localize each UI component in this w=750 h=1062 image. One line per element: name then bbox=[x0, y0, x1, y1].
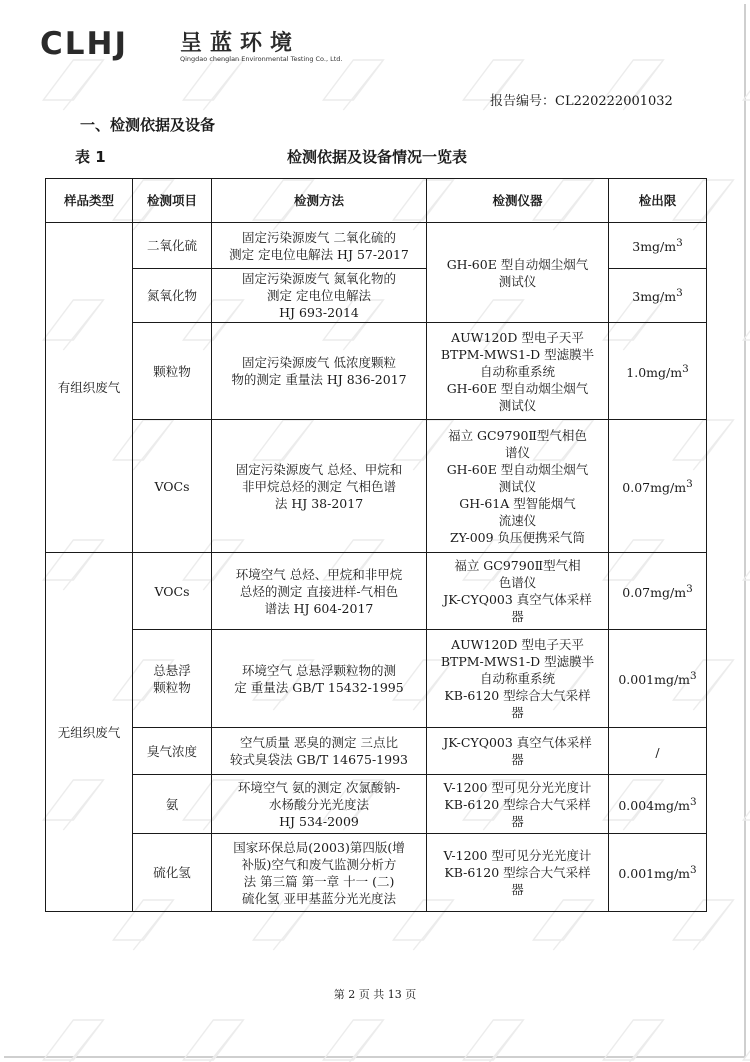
method-line: 固定污染源废气 二氧化硫的 bbox=[242, 229, 396, 245]
instrument-line: 自动称重系统 bbox=[479, 363, 555, 379]
method-line: 测定 定电位电解法 HJ 57-2017 bbox=[229, 246, 409, 262]
method-line: 法 HJ 38-2017 bbox=[274, 495, 364, 511]
table-header-row bbox=[46, 179, 707, 223]
limit-cell bbox=[609, 630, 707, 728]
limit-value: 0.07mg/m bbox=[622, 480, 687, 496]
instrument-line: ZY-009 负压便携采气筒 bbox=[449, 529, 586, 545]
method-line: HJ 693-2014 bbox=[279, 305, 359, 320]
limit-unit-sup: 3 bbox=[686, 477, 693, 490]
limit-cell bbox=[609, 420, 707, 553]
instrument-line: 器 bbox=[511, 752, 524, 767]
instrument-line: GH-61A 型智能烟气 bbox=[459, 495, 576, 511]
method-line: 谱法 HJ 604-2017 bbox=[264, 600, 374, 616]
method-line: 补版)空气和废气监测分析方 bbox=[241, 856, 397, 872]
limit-value: 3mg/m bbox=[632, 289, 677, 305]
limit-cell bbox=[609, 775, 707, 834]
item-cell: 颗粒物 bbox=[133, 323, 212, 420]
limit-unit-sup: 3 bbox=[690, 670, 697, 683]
method-line: 物的测定 重量法 HJ 836-2017 bbox=[231, 372, 407, 387]
instrument-cell bbox=[427, 553, 609, 630]
instrument-line: JK-CYQ003 真空气体采样 bbox=[443, 592, 592, 607]
header-limit: 检出限 bbox=[609, 179, 707, 223]
method-line: 定 重量法 GB/T 15432-1995 bbox=[234, 679, 404, 695]
method-line: 空气质量 恶臭的测定 三点比 bbox=[240, 735, 398, 750]
method-line: 国家环保总局(2003)第四版(增 bbox=[233, 839, 405, 855]
table-row bbox=[46, 775, 707, 834]
limit-value: 3mg/m bbox=[632, 239, 677, 255]
method-line: 水杨酸分光光度法 bbox=[268, 796, 369, 812]
instrument-line: 器 bbox=[511, 609, 524, 624]
company-logo: CLHJ bbox=[40, 26, 128, 62]
limit-value: / bbox=[655, 745, 660, 761]
limit-cell bbox=[609, 834, 707, 912]
method-cell bbox=[212, 728, 427, 775]
header-method: 检测方法 bbox=[212, 179, 427, 223]
instrument-line: 色谱仪 bbox=[498, 575, 537, 590]
limit-cell bbox=[609, 323, 707, 420]
instrument-line: AUW120D 型电子天平 bbox=[451, 637, 584, 652]
detection-table bbox=[45, 178, 707, 912]
method-cell bbox=[212, 630, 427, 728]
instrument-line: 谱仪 bbox=[504, 444, 530, 460]
instrument-line: 测试仪 bbox=[498, 273, 537, 289]
company-name-en: Qingdao chenglan Environmental Testing Co., Ltd. bbox=[180, 55, 343, 63]
method-line: 较式臭袋法 GB/T 14675-1993 bbox=[230, 752, 408, 767]
header-instrument: 检测仪器 bbox=[427, 179, 609, 223]
item-cell bbox=[133, 630, 212, 728]
instrument-cell bbox=[427, 728, 609, 775]
item-line: 颗粒物 bbox=[153, 679, 191, 695]
method-line: 固定污染源废气 总烃、甲烷和 bbox=[235, 461, 403, 477]
method-line: 环境空气 氨的测定 次氯酸钠- bbox=[237, 779, 401, 795]
limit-unit-sup: 3 bbox=[686, 582, 693, 595]
limit-value: 0.001mg/m bbox=[618, 672, 691, 688]
instrument-cell bbox=[427, 630, 609, 728]
instrument-line: V-1200 型可见分光光度计 bbox=[443, 779, 592, 795]
table-title: 检测依据及设备情况一览表 bbox=[287, 148, 468, 166]
instrument-line: 福立 GC9790Ⅱ型气相色 bbox=[448, 427, 587, 443]
instrument-line: JK-CYQ003 真空气体采样 bbox=[443, 735, 592, 750]
method-cell bbox=[212, 269, 427, 323]
instrument-cell bbox=[427, 420, 609, 553]
method-cell bbox=[212, 834, 427, 912]
item-line: 总悬浮 bbox=[153, 662, 191, 678]
group-organized: 有组织废气 bbox=[46, 223, 133, 553]
item-cell: 氨 bbox=[133, 775, 212, 834]
table-row bbox=[46, 420, 707, 553]
method-line: HJ 534-2009 bbox=[279, 813, 359, 829]
instrument-line: KB-6120 型综合大气采样 bbox=[444, 688, 591, 703]
instrument-line: 器 bbox=[511, 705, 524, 720]
instrument-line: AUW120D 型电子天平 bbox=[451, 329, 584, 345]
item-cell: 硫化氢 bbox=[133, 834, 212, 912]
instrument-line: GH-60E 型自动烟尘烟气 bbox=[446, 380, 589, 396]
instrument-line: 自动称重系统 bbox=[479, 671, 555, 686]
section-title: 一、检测依据及设备 bbox=[80, 116, 216, 134]
instrument-cell bbox=[427, 775, 609, 834]
method-line: 固定污染源废气 低浓度颗粒 bbox=[242, 355, 396, 370]
item-cell: 臭气浓度 bbox=[133, 728, 212, 775]
page-footer: 第 2 页 共 13 页 bbox=[333, 988, 417, 1001]
instrument-line: 器 bbox=[511, 882, 524, 897]
method-cell bbox=[212, 553, 427, 630]
limit-value: 0.004mg/m bbox=[618, 798, 691, 814]
instrument-line: 测试仪 bbox=[498, 478, 537, 494]
instrument-cell bbox=[427, 223, 609, 323]
instrument-line: GH-60E 型自动烟尘烟气 bbox=[446, 461, 589, 477]
limit-cell bbox=[609, 728, 707, 775]
limit-cell bbox=[609, 223, 707, 269]
method-line: 硫化氢 亚甲基蓝分光光度法 bbox=[242, 890, 396, 906]
limit-value: 1.0mg/m bbox=[626, 365, 683, 381]
instrument-line: 器 bbox=[511, 813, 524, 829]
item-cell: VOCs bbox=[133, 420, 212, 553]
limit-value: 0.001mg/m bbox=[618, 866, 691, 882]
limit-unit-sup: 3 bbox=[676, 287, 683, 300]
limit-unit-sup: 3 bbox=[682, 362, 689, 375]
instrument-line: V-1200 型可见分光光度计 bbox=[443, 848, 592, 863]
method-line: 固定污染源废气 氮氧化物的 bbox=[242, 271, 396, 286]
method-cell bbox=[212, 420, 427, 553]
company-name-cn: 呈蓝环境 bbox=[180, 31, 301, 56]
instrument-line: 流速仪 bbox=[498, 512, 537, 528]
instrument-line: 测试仪 bbox=[498, 397, 537, 413]
method-line: 法 第三篇 第一章 十一 (二) bbox=[243, 873, 395, 889]
method-line: 非甲烷总烃的测定 气相色谱 bbox=[242, 478, 396, 494]
method-cell bbox=[212, 323, 427, 420]
instrument-line: BTPM-MWS1-D 型滤膜半 bbox=[440, 346, 595, 362]
limit-cell bbox=[609, 553, 707, 630]
method-line: 环境空气 总悬浮颗粒物的测 bbox=[242, 662, 396, 678]
company-header bbox=[40, 26, 360, 66]
table-row bbox=[46, 553, 707, 630]
group-unorganized: 无组织废气 bbox=[46, 553, 133, 912]
instrument-cell bbox=[427, 323, 609, 420]
instrument-line: KB-6120 型综合大气采样 bbox=[444, 796, 591, 812]
instrument-line: 福立 GC9790Ⅱ型气相 bbox=[454, 558, 581, 573]
instrument-line: GH-60E 型自动烟尘烟气 bbox=[446, 256, 589, 272]
table-row bbox=[46, 323, 707, 420]
item-cell: VOCs bbox=[133, 553, 212, 630]
header-item: 检测项目 bbox=[133, 179, 212, 223]
table-row bbox=[46, 223, 707, 269]
item-cell: 氮氧化物 bbox=[133, 269, 212, 323]
instrument-line: KB-6120 型综合大气采样 bbox=[444, 865, 591, 880]
table-label: 表 1 bbox=[75, 148, 106, 166]
method-cell bbox=[212, 223, 427, 269]
item-cell: 二氧化硫 bbox=[133, 223, 212, 269]
limit-cell bbox=[609, 269, 707, 323]
method-line: 环境空气 总烃、甲烷和非甲烷 bbox=[235, 566, 403, 582]
method-cell bbox=[212, 775, 427, 834]
table-row bbox=[46, 834, 707, 912]
table-row bbox=[46, 630, 707, 728]
limit-unit-sup: 3 bbox=[690, 795, 697, 808]
method-line: 测定 定电位电解法 bbox=[267, 288, 371, 303]
report-number: 报告编号：CL220222001032 bbox=[490, 94, 673, 109]
limit-unit-sup: 3 bbox=[690, 864, 697, 877]
method-line: 总烃的测定 直接进样-气相色 bbox=[239, 583, 399, 599]
instrument-cell bbox=[427, 834, 609, 912]
limit-unit-sup: 3 bbox=[676, 237, 683, 250]
header-sample-type: 样品类型 bbox=[46, 179, 133, 223]
limit-value: 0.07mg/m bbox=[622, 585, 687, 601]
table-row bbox=[46, 728, 707, 775]
instrument-line: BTPM-MWS1-D 型滤膜半 bbox=[440, 654, 595, 669]
